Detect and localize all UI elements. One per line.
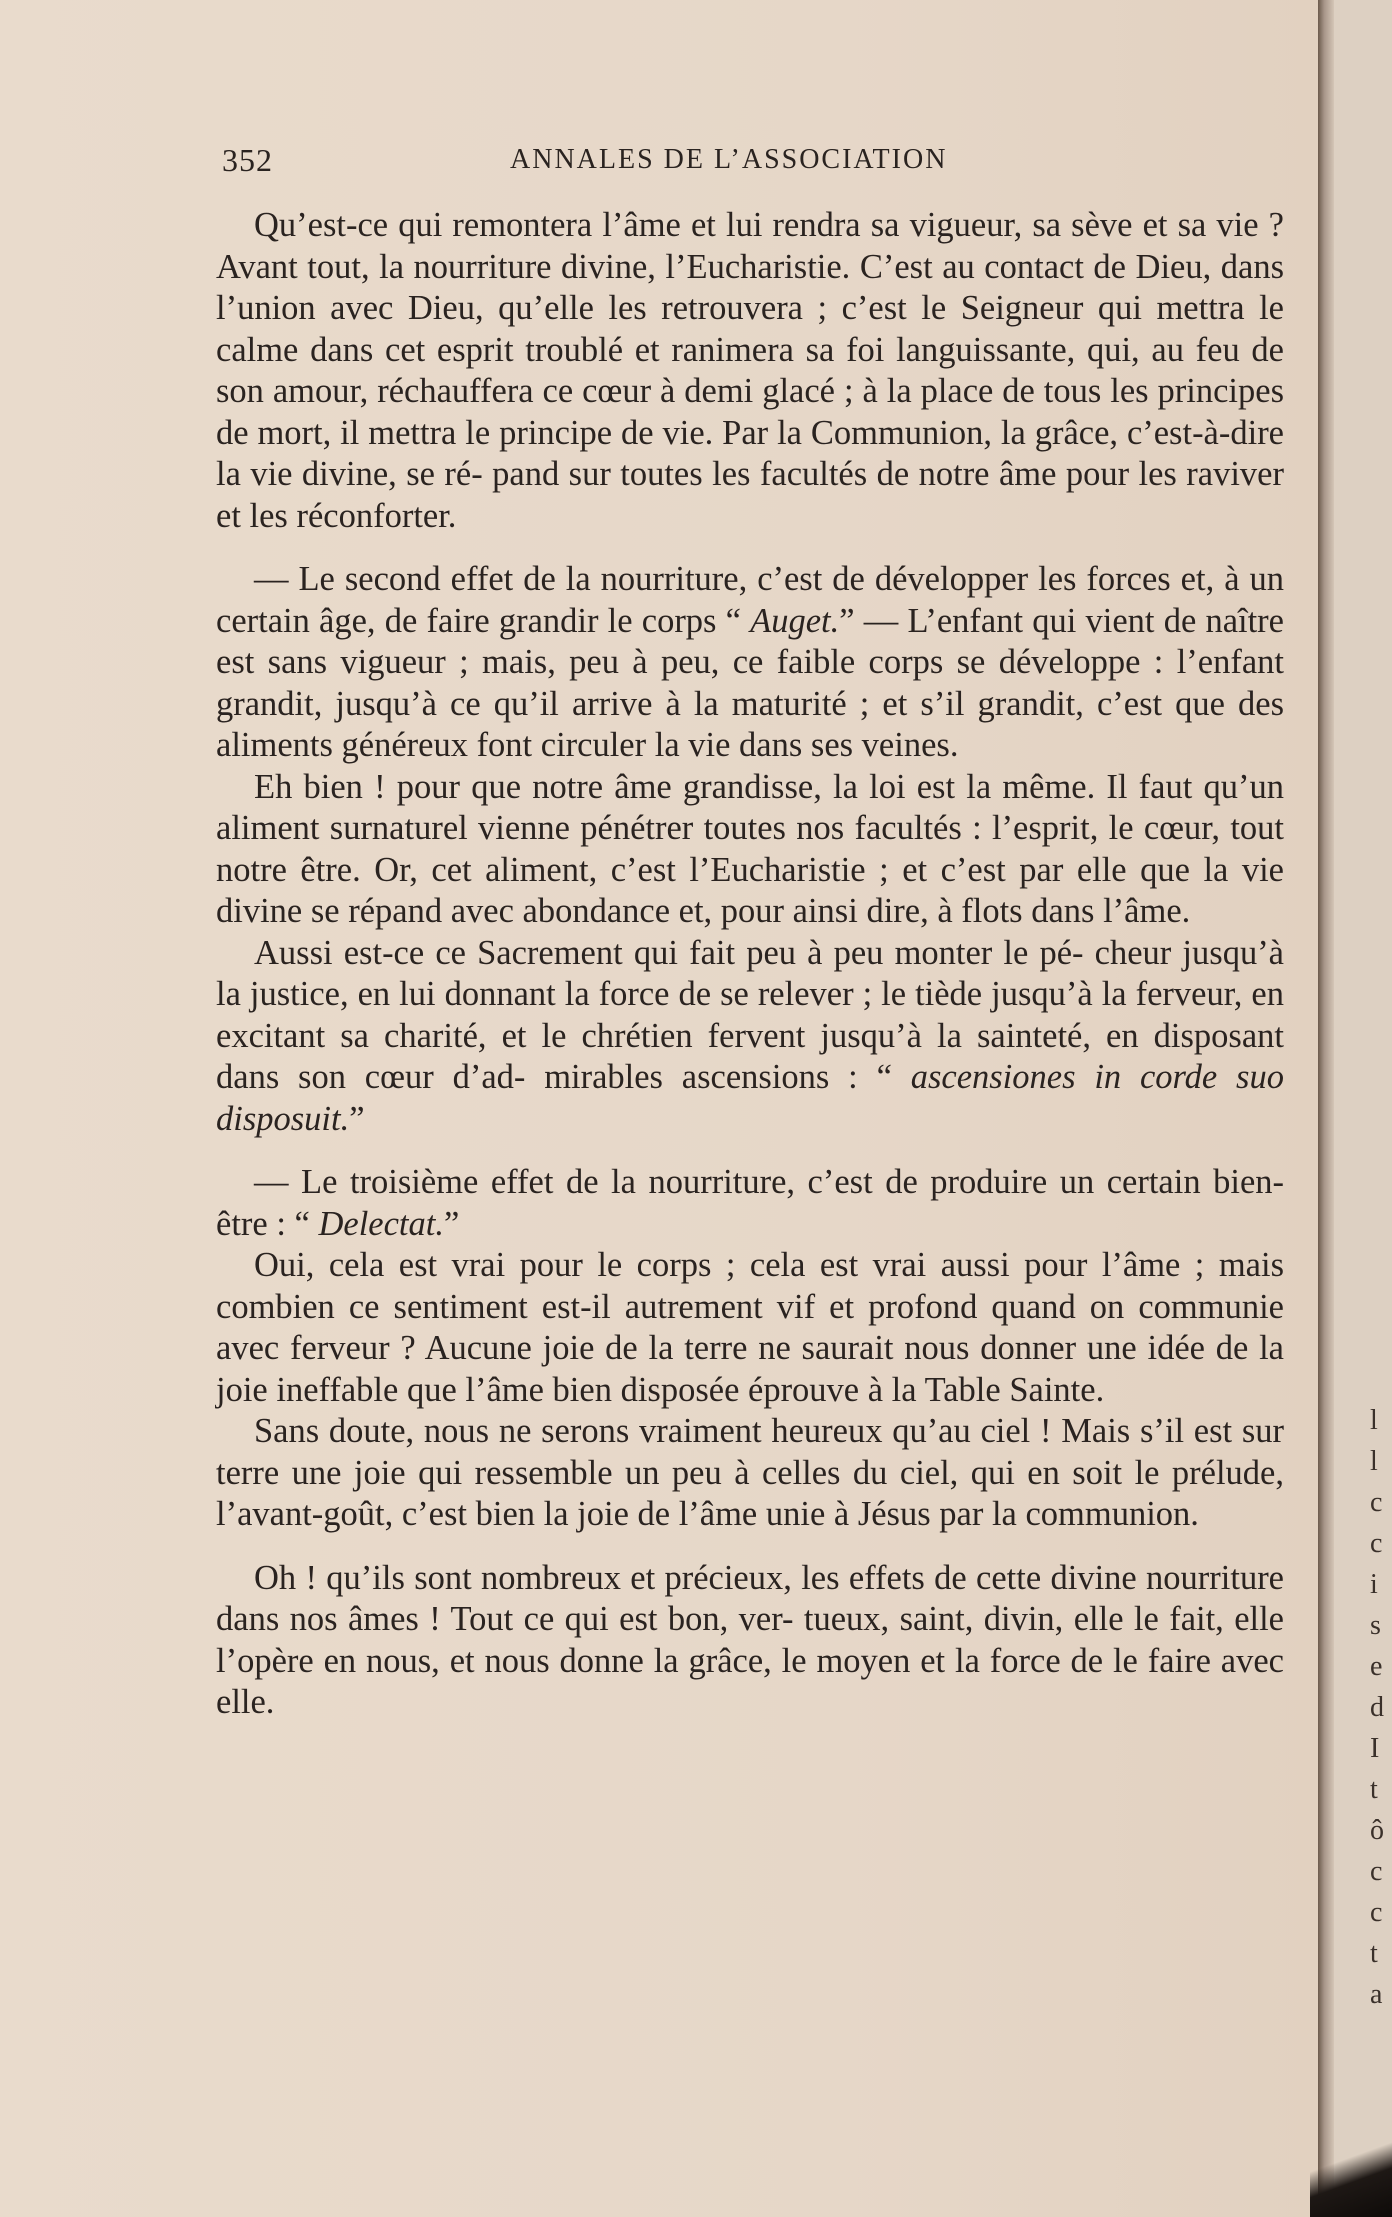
facing-page-letter: c xyxy=(1370,1487,1383,1518)
paragraph-text: ” — L’enfant qui vient de naître est sans vigueur ; mais, peu à peu, ce faible corps se développe : l’enfant grandit, jusqu’à ce qu’il arrive à la maturité ; et s’il grandit, c’est que des aliments généreux font circuler la vie dans ses veines. xyxy=(216,601,1284,764)
facing-page-letter: t xyxy=(1370,1938,1378,1969)
paragraph xyxy=(216,205,1284,537)
paragraph-text: Aussi est-ce ce Sacrement qui fait peu à peu monter le pé- cheur jusqu’à la justice, en lui donnant la force de se relever ; le tiède jusqu’à la ferveur, en excitant sa charité, et le chrétien fervent jusqu’à la sainteté, en disposant dans son cœur d’ad- mirables ascensions : “ xyxy=(216,933,1284,1096)
paragraph xyxy=(216,767,1284,933)
paragraph xyxy=(216,1245,1284,1411)
facing-page-letter: c xyxy=(1370,1897,1383,1928)
paragraph xyxy=(216,1558,1284,1724)
page-header xyxy=(222,142,1282,182)
facing-page-letter: ô xyxy=(1370,1815,1384,1846)
paragraph-text: Qu’est-ce qui remontera l’âme et lui rendra sa vigueur, sa sève et sa vie ? Avant tout, la nourriture divine, l’Eucharistie. C’est au contact de Dieu, dans l’union avec Dieu, qu’elle les retrouvera ; c’est le Seigneur qui mettra le calme dans cet esprit troublé et ranimera sa foi languissante, qui, au feu de son amour, réchauffera ce cœur à demi glacé ; à la place de tous les principes de mort, il mettra le principe de vie. Par la Communion, la grâce, c’est-à-dire la vie divine, se ré- pand sur toutes les facultés de notre âme pour les raviver et les réconforter. xyxy=(216,206,1284,535)
paragraph xyxy=(216,933,1284,1141)
facing-page-letter: i xyxy=(1370,1569,1378,1600)
paragraph-text: ” xyxy=(443,1204,460,1243)
facing-page-fragments xyxy=(1370,1400,1392,2015)
facing-page-letter: I xyxy=(1370,1733,1380,1764)
paragraph-text: Oh ! qu’ils sont nombreux et précieux, les effets de cette divine nourriture dans nos âmes ! Tout ce qui est bon, ver- tueux, saint, divin, elle le fait, elle l’opère en nous, et nous donne la grâce, le moyen et la force de le faire avec elle. xyxy=(216,1558,1284,1721)
facing-page-letter: e xyxy=(1370,1651,1383,1682)
paragraph-text: — Le second effet de la nourriture, c’est de développer les forces et, à un certain âge, de faire grandir le corps “ xyxy=(216,560,1284,640)
facing-page-letter: l xyxy=(1370,1405,1378,1436)
page-gutter-shadow xyxy=(1318,0,1334,2217)
latin-quotation: ascensiones in corde suo disposuit. xyxy=(216,1058,1284,1138)
paragraph-text: Sans doute, nous ne serons vraiment heureux qu’au ciel ! Mais s’il est sur terre une joie qui ressemble un peu à celles du ciel, qui en soit le prélude, l’avant-goût, c’est bien la joie de l’âme unie à Jésus par la communion. xyxy=(216,1412,1284,1533)
paragraph-text: Oui, cela est vrai pour le corps ; cela est vrai aussi pour l’âme ; mais combien ce sentiment est-il autrement vif et profond quand on communie avec ferveur ? Aucune joie de la terre ne saurait nous donner une idée de la joie ineffable que l’âme bien disposée éprouve à la Table Sainte. xyxy=(216,1246,1284,1409)
latin-quotation: Delectat. xyxy=(318,1204,444,1243)
facing-page-letter: a xyxy=(1370,1979,1383,2010)
paragraph-text: Eh bien ! pour que notre âme grandisse, la loi est la même. Il faut qu’un aliment surnaturel vienne pénétrer toutes nos facultés : l’esprit, le cœur, tout notre être. Or, cet aliment, c’est l’Eucharistie ; et c’est par elle que la vie divine se répand avec abondance et, pour ainsi dire, à flots dans l’âme. xyxy=(216,767,1284,930)
latin-quotation: Auget. xyxy=(750,601,840,640)
paragraph xyxy=(216,1162,1284,1245)
facing-page-letter: s xyxy=(1370,1610,1381,1641)
body-text xyxy=(216,205,1284,1724)
facing-page-letter: l xyxy=(1370,1446,1378,1477)
page-corner-shadow xyxy=(1310,2120,1392,2217)
paragraph-text: ” xyxy=(349,1099,365,1138)
facing-page-letter: c xyxy=(1370,1856,1383,1887)
paragraph xyxy=(216,1411,1284,1536)
page-number: 352 xyxy=(222,142,273,178)
facing-page-letter: t xyxy=(1370,1774,1378,1805)
paragraph-text: — Le troisième effet de la nourriture, c’est de produire un certain bien-être : “ xyxy=(216,1163,1284,1243)
paragraph xyxy=(216,559,1284,767)
facing-page-letter: c xyxy=(1370,1528,1383,1559)
running-title: ANNALES DE L’ASSOCIATION xyxy=(510,144,948,175)
facing-page-letter: d xyxy=(1370,1692,1384,1723)
